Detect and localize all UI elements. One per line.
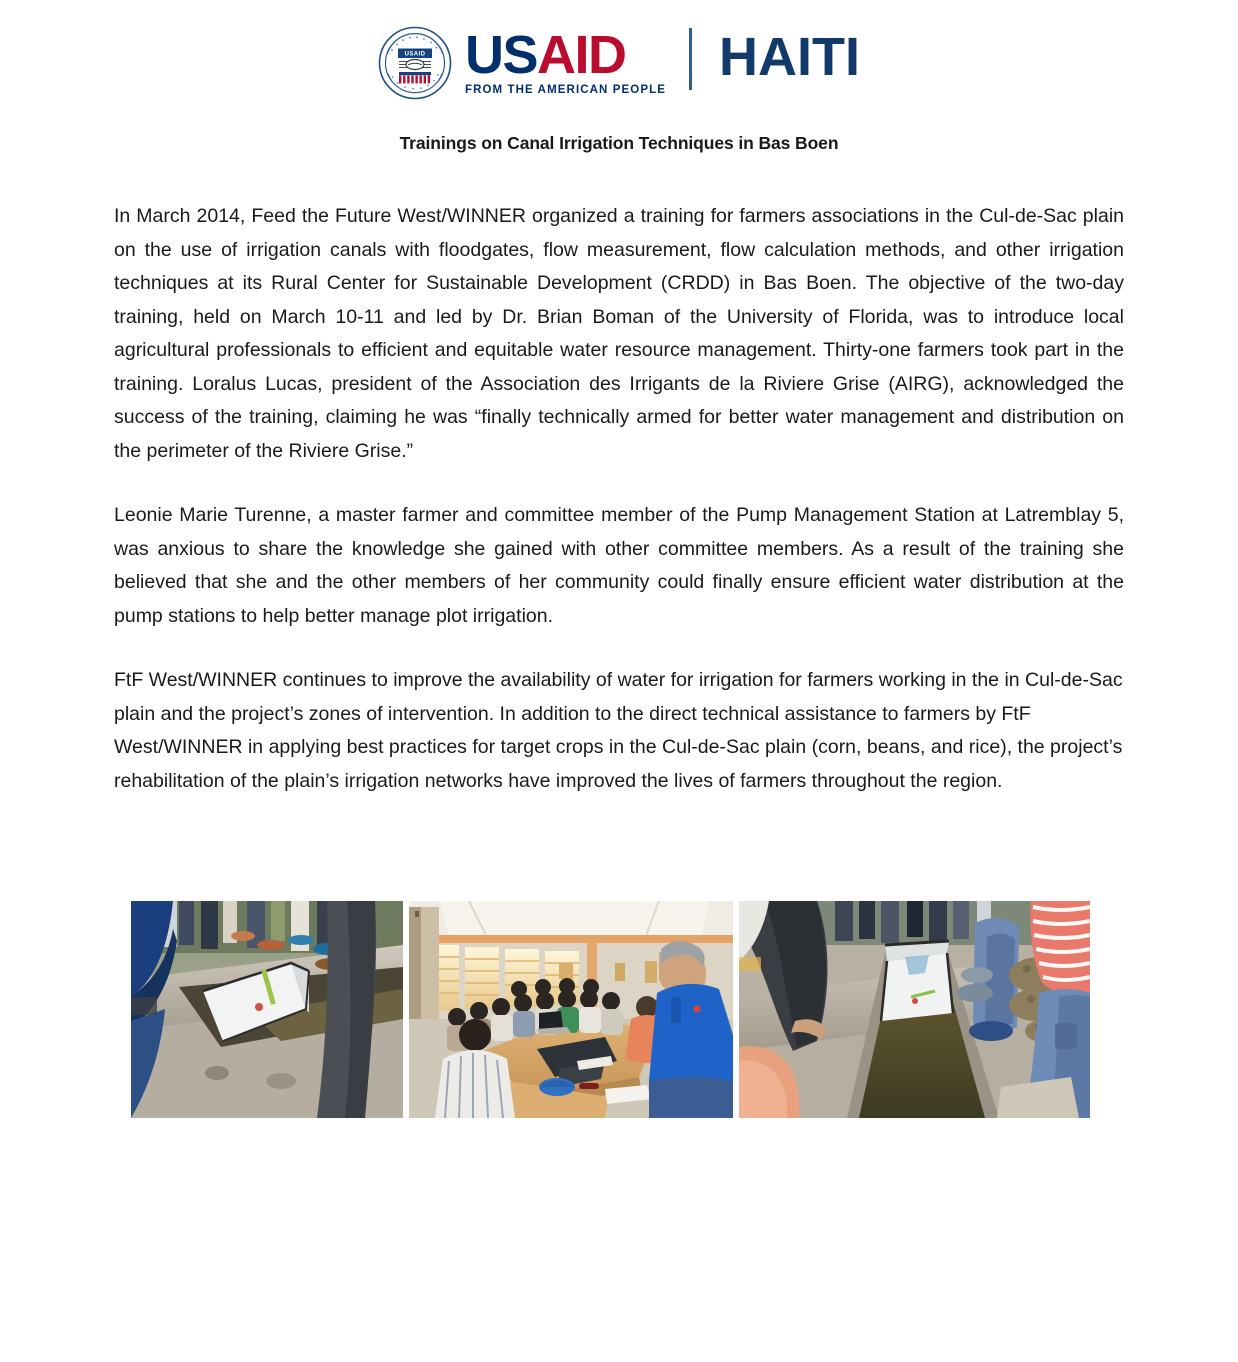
article-body	[114, 154, 1124, 798]
paragraph-2: Leonie Marie Turenne, a master farmer and committee member of the Pump Management Station at Latremblay 5, was anxious to share the knowledge she gained with other committee members. As a result of the training she believed that she and the other members of her community could finally ensure efficient water distribution at the pump stations to help better manage plot irrigation.	[114, 504, 1124, 627]
paragraph-3: FtF West/WINNER continues to improve the availability of water for irrigation for farmers working in the in Cul-de-Sac plain and the project’s zones of intervention. In addition to the direct technical assistance to farmers by FtF West/WINNER in applying best practices for target crops in the Cul-de-Sac plain (corn, beans, and rice), the project’s rehabilitation of the plain’s irrigation networks have improved the lives of farmers throughout the region.	[114, 669, 1123, 792]
photo-canal-flow-measurement	[739, 901, 1090, 1118]
usaid-seal-icon	[378, 26, 452, 100]
usaid-word-us: US	[464, 24, 537, 85]
usaid-tagline: FROM THE AMERICAN PEOPLE	[464, 83, 667, 96]
page-title: Trainings on Canal Irrigation Techniques in Bas Boen	[399, 133, 839, 153]
country-wordmark: HAITI	[719, 27, 861, 88]
logo-divider	[689, 28, 692, 90]
svg-text:USAID: USAID	[404, 51, 426, 58]
paragraph-1: In March 2014, Feed the Future West/WINNER organized a training for farmers associations in the Cul-de-Sac plain on the use of irrigation canals with floodgates, flow measurement, flow calculation methods, and other irrigation techniques at its Rural Center for Sustainable Development (CRDD) in Bas Boen. The objective of the two-day training, held on March 10-11 and led by Dr. Brian Boman of the University of Florida, was to introduce local agricultural professionals to efficient and equitable water resource management. Thirty-one farmers took part in the training. Loralus Lucas, president of the Association des Irrigants de la Riviere Grise (AIRG), acknowledged the success of the training, claiming he was “finally technically armed for better water management and distribution on the perimeter of the Riviere Grise.”	[114, 205, 1124, 462]
usaid-wordmark	[464, 24, 667, 97]
usaid-haiti-logo	[378, 26, 860, 100]
photo-strip	[131, 901, 1110, 1118]
photo-classroom-training	[409, 901, 733, 1118]
photo-canal-flume-outdoor	[131, 901, 403, 1118]
page-header	[0, 0, 1238, 100]
usaid-word	[464, 24, 626, 85]
usaid-word-aid: AID	[536, 24, 626, 85]
